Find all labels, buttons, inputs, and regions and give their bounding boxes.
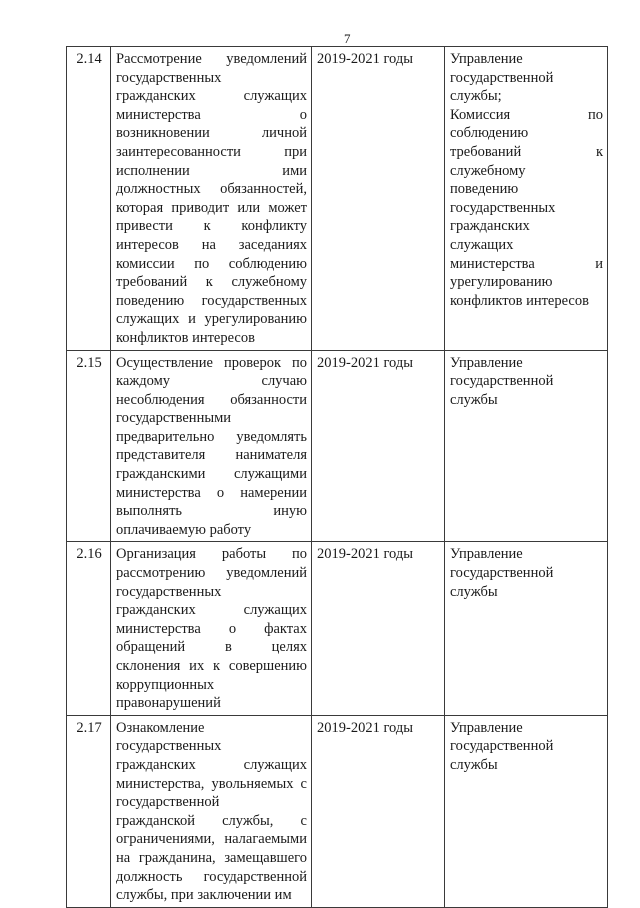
description-line: Осуществление проверок по xyxy=(116,354,307,371)
responsible-line: службы xyxy=(450,583,498,600)
description-line: Рассмотрение уведомлений xyxy=(116,51,307,67)
item-number: 2.17 xyxy=(67,715,111,907)
measure-description xyxy=(111,47,312,351)
description-line: государственной xyxy=(116,794,220,811)
item-number: 2.16 xyxy=(67,542,111,715)
responsible-line: урегулированию xyxy=(450,274,553,291)
table-row xyxy=(67,542,608,715)
description-line: министерства о намерении xyxy=(116,484,307,501)
responsible-unit xyxy=(445,350,608,542)
description-line: выполнять иную xyxy=(116,503,307,520)
description-line: гражданских служащих xyxy=(116,602,307,619)
description-line: гражданских служащих xyxy=(116,756,307,773)
responsible-line: служебному xyxy=(450,162,526,179)
responsible-line: службы; xyxy=(450,88,502,105)
implementation-term: 2019-2021 годы xyxy=(312,47,445,351)
measures-table xyxy=(66,46,608,908)
description-line: гражданскими служащими xyxy=(116,466,307,483)
responsible-line: Управление xyxy=(450,719,523,736)
responsible-line: министерства и xyxy=(450,255,603,272)
responsible-line: государственных xyxy=(450,199,556,216)
description-line: обращений в целях xyxy=(116,639,307,656)
description-line: возникновении личной xyxy=(116,125,307,142)
measure-description xyxy=(111,350,312,542)
responsible-line: Управление xyxy=(450,546,523,563)
description-line: коррупционных xyxy=(116,676,215,693)
item-number: 2.14 xyxy=(67,47,111,351)
responsible-line: служащих xyxy=(450,236,514,253)
responsible-line: службы xyxy=(450,756,498,773)
description-line: привести к конфликту xyxy=(116,218,307,235)
responsible-line: поведению xyxy=(450,181,519,198)
description-line: которая приводит или может xyxy=(116,199,307,216)
table-row xyxy=(67,47,608,351)
description-line: министерства о xyxy=(116,106,307,123)
implementation-term: 2019-2021 годы xyxy=(312,715,445,907)
description-line: требований к служебному xyxy=(116,274,307,291)
responsible-line: требований к xyxy=(450,143,603,160)
responsible-line: конфликтов интересов xyxy=(450,292,589,309)
measures-table-body xyxy=(67,47,608,908)
responsible-line: государственной xyxy=(450,565,554,582)
description-line: министерства о фактах xyxy=(116,620,307,637)
description-line: каждому случаю xyxy=(116,373,307,390)
responsible-unit xyxy=(445,542,608,715)
table-row xyxy=(67,715,608,907)
description-line: министерства, увольняемых с xyxy=(116,775,307,792)
description-line: предварительно уведомлять xyxy=(116,428,307,445)
responsible-line: государственной xyxy=(450,69,554,86)
description-line: на гражданина, замещавшего xyxy=(116,849,307,866)
description-line: конфликтов интересов xyxy=(116,329,255,346)
description-line: интересов на заседаниях xyxy=(116,236,307,253)
responsible-unit xyxy=(445,715,608,907)
description-line: государственными xyxy=(116,410,232,427)
description-line: служащих и урегулированию xyxy=(116,311,307,328)
description-line: государственных xyxy=(116,738,222,755)
description-line: ограничениями, налагаемыми xyxy=(116,831,307,848)
measure-description xyxy=(111,542,312,715)
description-line: службы, при заключении им xyxy=(116,887,292,904)
description-line: рассмотрению уведомлений xyxy=(116,565,307,582)
description-line: гражданских служащих xyxy=(116,88,307,105)
responsible-line: государственной xyxy=(450,738,554,755)
responsible-line: службы xyxy=(450,391,498,408)
description-line: представителя нанимателя xyxy=(116,447,307,464)
responsible-unit xyxy=(445,47,608,351)
responsible-line: государственной xyxy=(450,373,554,390)
description-line: склонения их к совершению xyxy=(116,658,307,674)
description-line: оплачиваемую работу xyxy=(116,521,252,538)
description-line: гражданской службы, с xyxy=(116,812,307,829)
responsible-line: гражданских xyxy=(450,218,530,235)
description-line: несоблюдения обязанности xyxy=(116,391,307,408)
description-line: правонарушений xyxy=(116,695,221,712)
measure-description xyxy=(111,715,312,907)
implementation-term: 2019-2021 годы xyxy=(312,542,445,715)
description-line: Организация работы по xyxy=(116,546,307,563)
responsible-line: соблюдению xyxy=(450,125,529,142)
description-line: Ознакомление xyxy=(116,719,205,736)
table-row xyxy=(67,350,608,542)
implementation-term: 2019-2021 годы xyxy=(312,350,445,542)
item-number: 2.15 xyxy=(67,350,111,542)
description-line: комиссии по соблюдению xyxy=(116,255,307,272)
responsible-line: Управление xyxy=(450,51,523,67)
responsible-line: Комиссия по xyxy=(450,106,603,123)
description-line: должность государственной xyxy=(116,868,307,885)
page-number: 7 xyxy=(344,31,351,46)
description-line: государственных xyxy=(116,69,222,86)
description-line: поведению государственных xyxy=(116,292,307,309)
description-line: должностных обязанностей, xyxy=(116,181,307,198)
responsible-line: Управление xyxy=(450,354,523,371)
description-line: заинтересованности при xyxy=(116,143,307,160)
description-line: исполнении ими xyxy=(116,162,307,179)
description-line: государственных xyxy=(116,583,222,600)
